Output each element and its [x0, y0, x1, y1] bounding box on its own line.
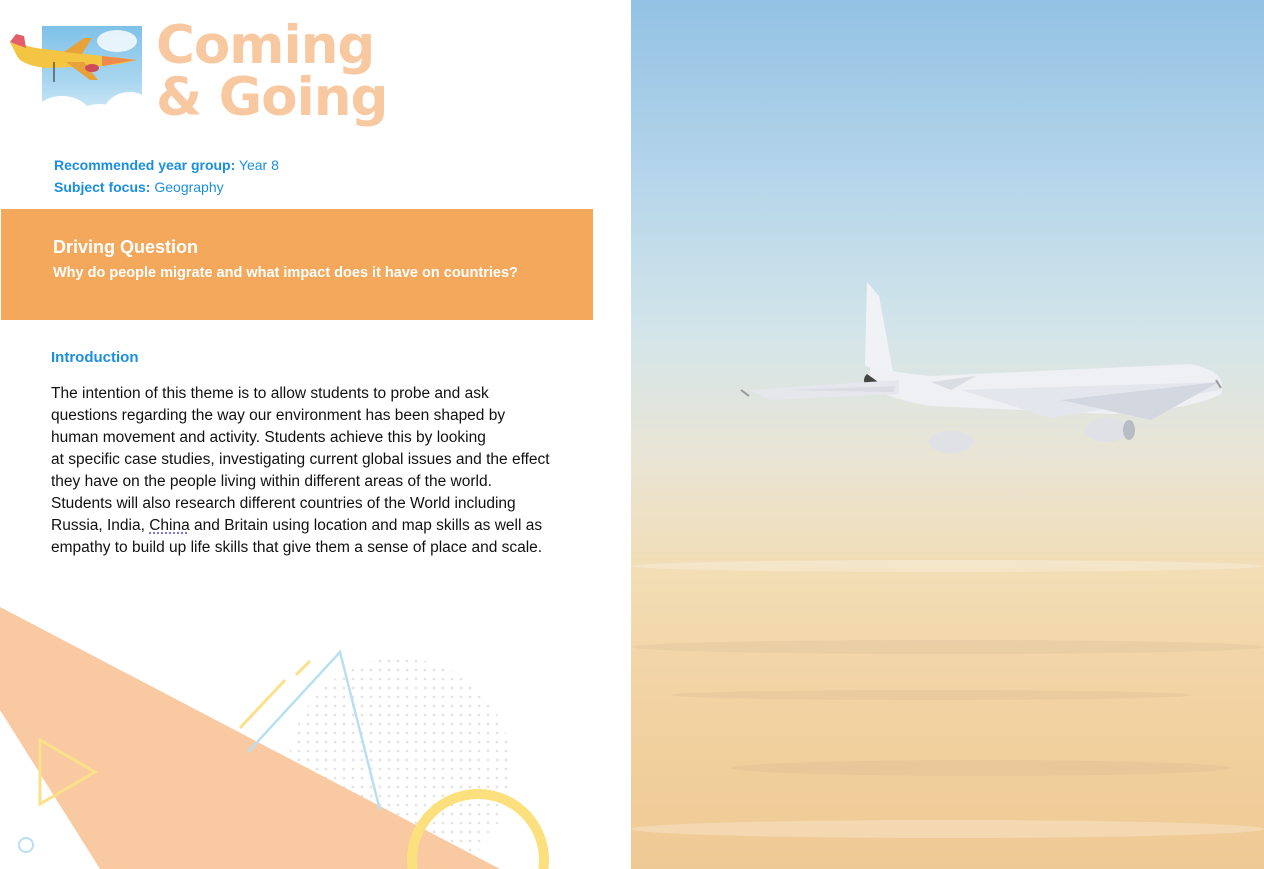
- introduction-heading: Introduction: [51, 349, 139, 366]
- driving-question-banner: [1, 209, 593, 320]
- intro-line: human movement and activity. Students achieve this by looking: [51, 429, 486, 446]
- driving-question-text: Why do people migrate and what impact does it have on countries?: [53, 265, 518, 281]
- intro-line-part: and Britain using location and map skills as well as: [189, 517, 543, 534]
- cover-photo-airplane-sky: [631, 0, 1264, 869]
- year-group-label: Recommended year group:: [54, 157, 236, 173]
- meta-block: [54, 154, 279, 198]
- intro-line: empathy to build up life skills that give them a sense of place and scale.: [51, 539, 543, 556]
- intro-line: Students will also research different countries of the World including: [51, 495, 516, 512]
- intro-line: The intention of this theme is to allow students to probe and ask: [51, 385, 489, 402]
- driving-question-title: Driving Question: [53, 237, 199, 257]
- subject-focus-label: Subject focus:: [54, 179, 151, 195]
- year-group-value: Year 8: [238, 157, 279, 173]
- subject-focus-value: Geography: [154, 179, 224, 195]
- intro-line: questions regarding the way our environment has been shaped by: [51, 407, 506, 424]
- logo-title-line2: & Going: [156, 67, 388, 128]
- introduction-body: [51, 383, 591, 559]
- intro-line-part: Russia, India,: [51, 517, 150, 534]
- airplane-icon: [6, 34, 142, 84]
- subject-focus-row: [54, 176, 279, 198]
- decorative-shapes: [0, 560, 631, 869]
- year-group-row: [54, 154, 279, 176]
- intro-line: at specific case studies, investigating current global issues and the effect: [51, 451, 550, 468]
- intro-line: [51, 515, 591, 537]
- yellow-line-short: [296, 661, 310, 675]
- spellcheck-marked-word[interactable]: China: [149, 517, 190, 534]
- left-page: [0, 0, 631, 869]
- logo-title: [156, 15, 388, 128]
- small-blue-circle: [19, 838, 33, 852]
- logo-title-line1: Coming: [156, 15, 375, 76]
- intro-line: they have on the people living within different areas of the world.: [51, 473, 492, 490]
- airplane-photo: [631, 270, 1264, 570]
